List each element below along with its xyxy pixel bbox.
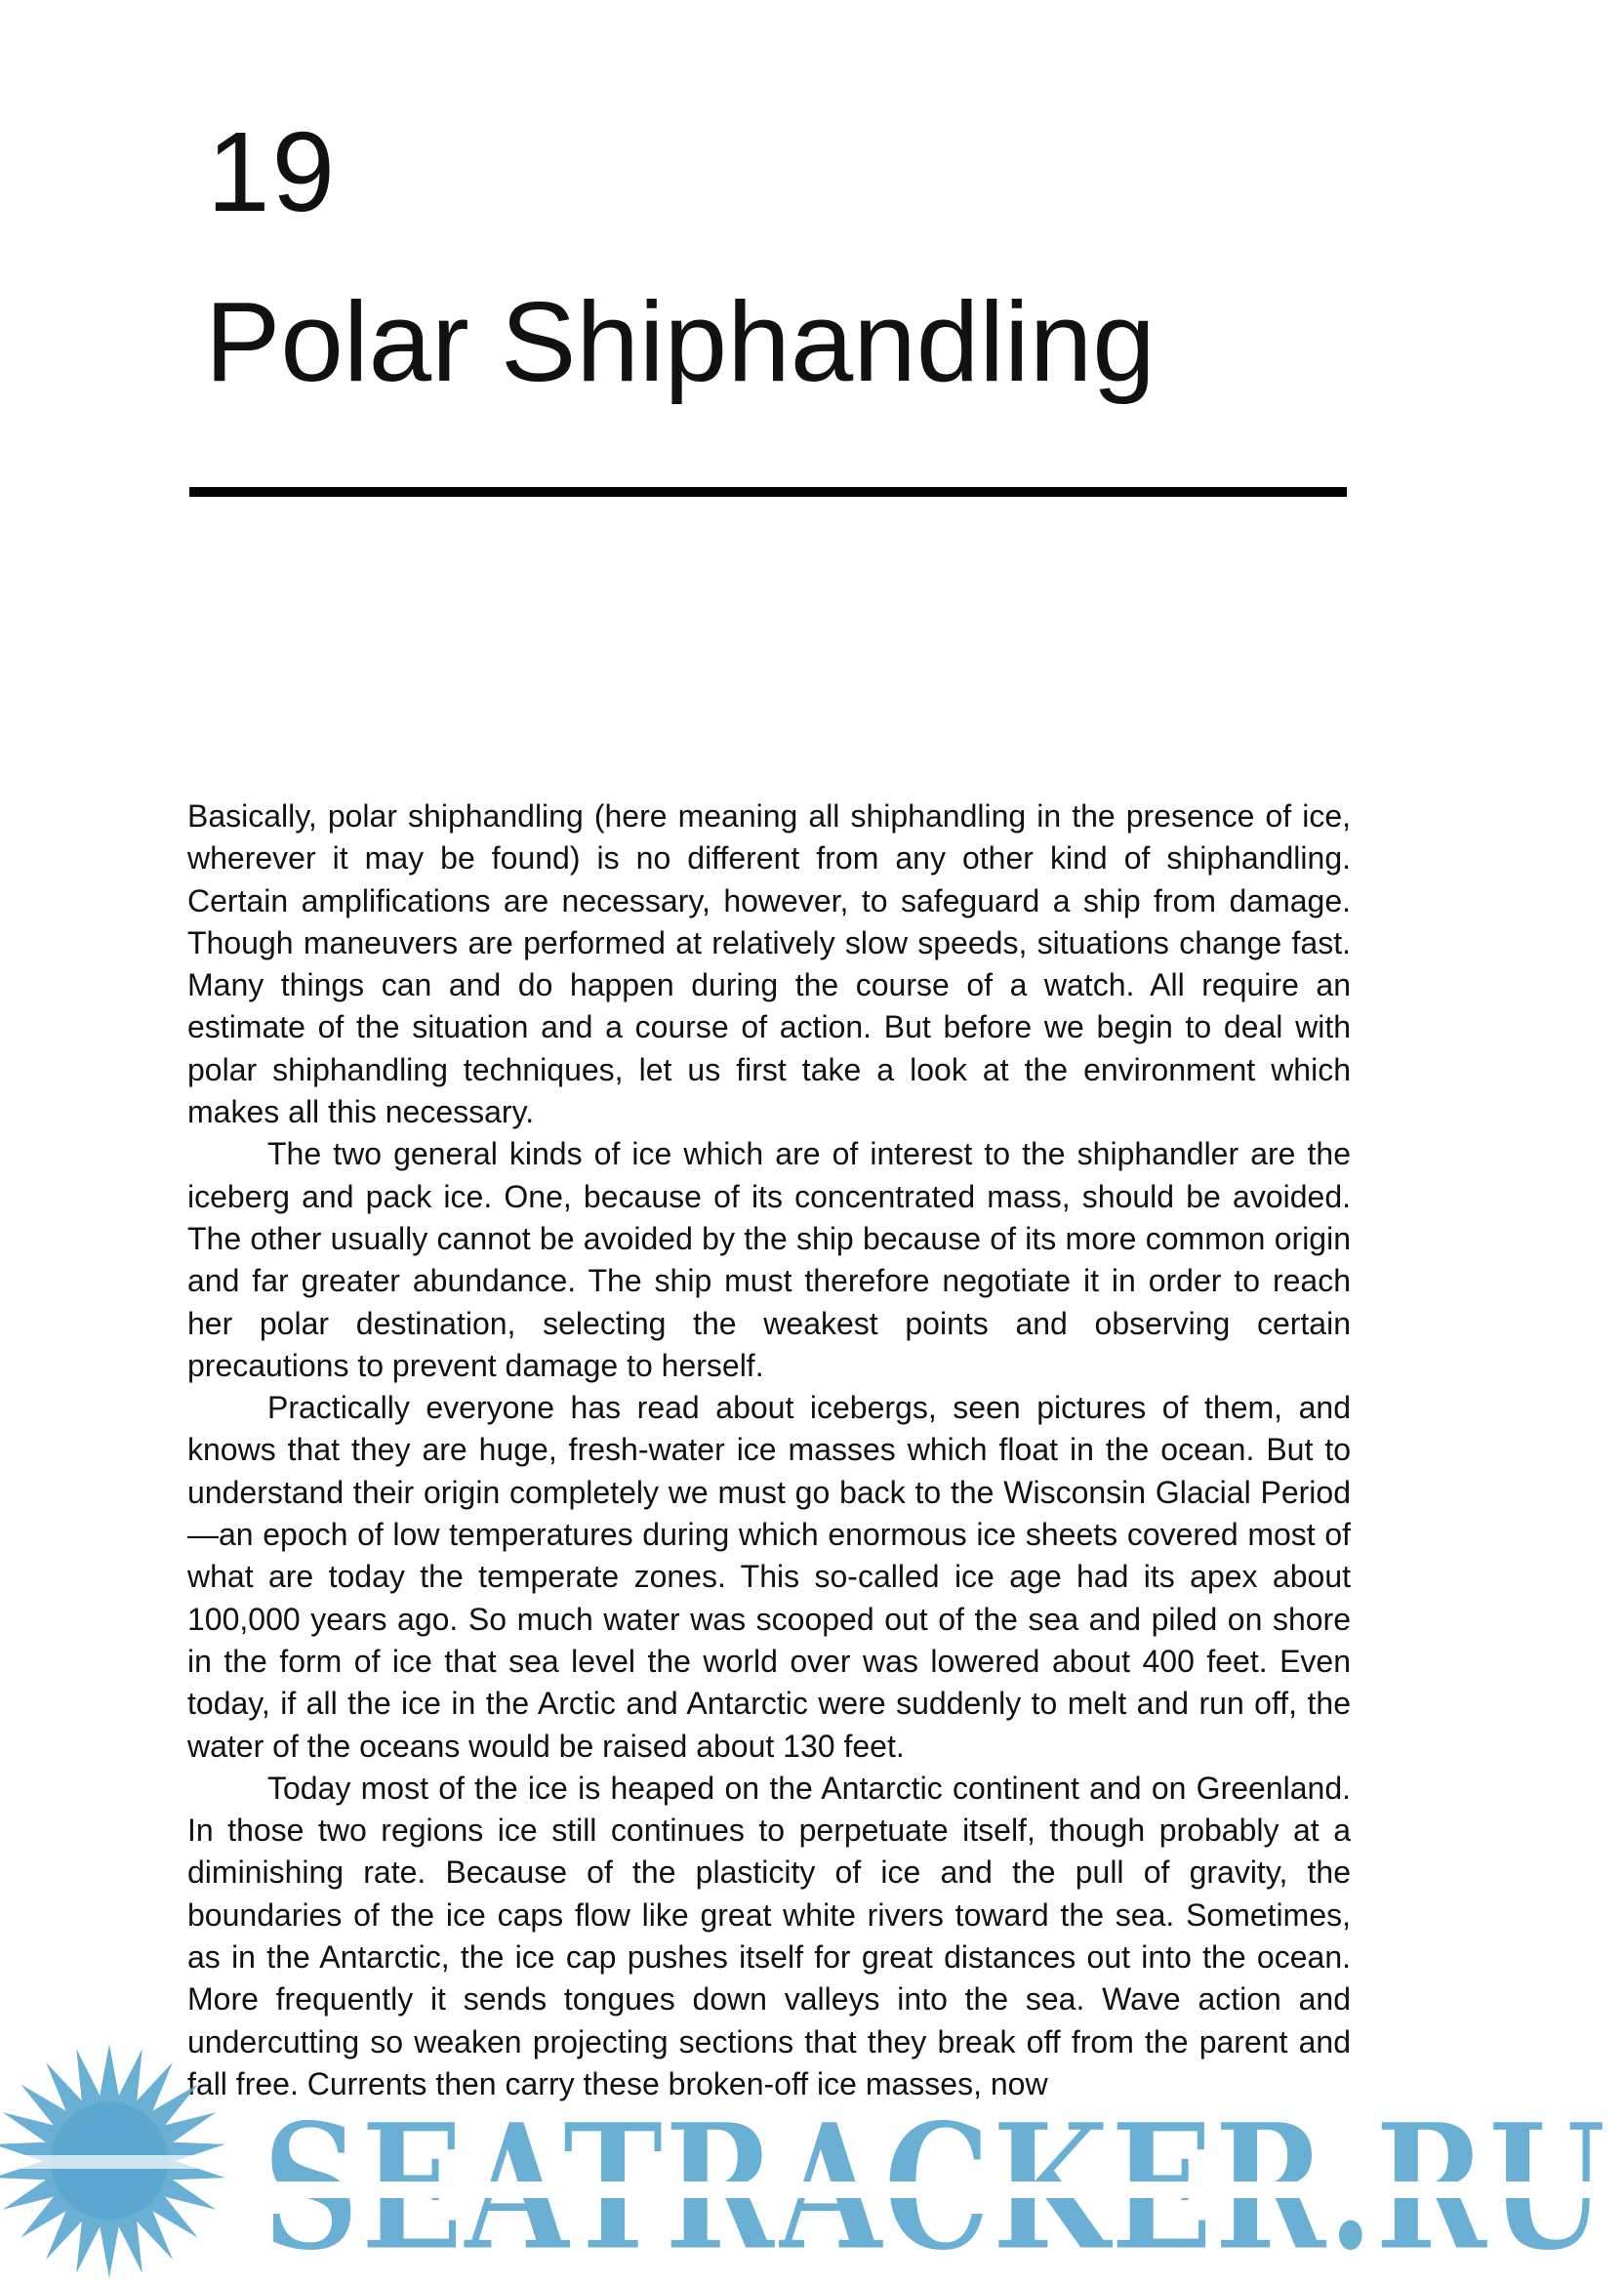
title-rule (189, 487, 1347, 497)
body-text (187, 795, 1351, 2105)
chapter-title: Polar Shiphandling (205, 278, 1156, 405)
paragraph: Basically, polar shiphandling (here meaning all shiphandling in the presence of ice, wherever it may be found) is no different from any other kind of shiphandling. Certain amplifications are necessary, however, to safeguard a ship from damage. Though maneuvers are performed at relatively slow speeds, situations change fast. Many things can and do happen during the course of a watch. All require an estimate of the situation and a course of action. But before we begin to deal with polar shiphandling techniques, let us first take a look at the environment which makes all this necessary. (187, 798, 1351, 1130)
paragraph: Today most of the ice is heaped on the Antarctic continent and on Greenland. In those two regions ice still continues to perpetuate itself, though probably at a diminishing rate. Because of the plasticity of ice and the pull of gravity, the boundaries of the ice caps flow like great white rivers toward the sea. Sometimes, as in the Antarctic, the ice cap pushes itself for great distances out into the ocean. More frequently it sends tongues down valleys into the sea. Wave action and undercutting so weaken projecting sections that they break off from the parent and fall free. Currents then carry these broken-off ice masses, now (187, 1770, 1351, 2101)
paragraph: The two general kinds of ice which are of interest to the shiphandler are the iceberg and pack ice. One, because of its concentrated mass, should be avoided. The other usually cannot be avoided by the ship because of its more common origin and far greater abundance. The ship must therefore negotiate it in order to reach her polar destination, selecting the weakest points and observing certain precautions to prevent damage to herself. (187, 1136, 1351, 1383)
paragraph: Practically everyone has read about icebergs, seen pictures of them, and knows that they are huge, fresh-water ice masses which float in the ocean. But to understand their origin completely we must go back to the Wisconsin Glacial Period—an epoch of low temperatures during which enormous ice sheets covered most of what are today the temperate zones. This so-called ice age had its apex about 100,000 years ago. So much water was scooped out of the sea and piled on shore in the form of ice that sea level the world over was lowered about 400 feet. Even today, if all the ice in the Arctic and Antarctic were suddenly to melt and run off, the water of the oceans would be raised about 130 feet. (187, 1390, 1351, 1764)
watermark-text: SEATRACKER.RU (262, 2085, 1606, 2283)
sun-band (0, 2155, 234, 2169)
chapter-number: 19 (207, 108, 338, 235)
watermark (0, 2034, 1624, 2283)
sun-icon (0, 2044, 234, 2278)
